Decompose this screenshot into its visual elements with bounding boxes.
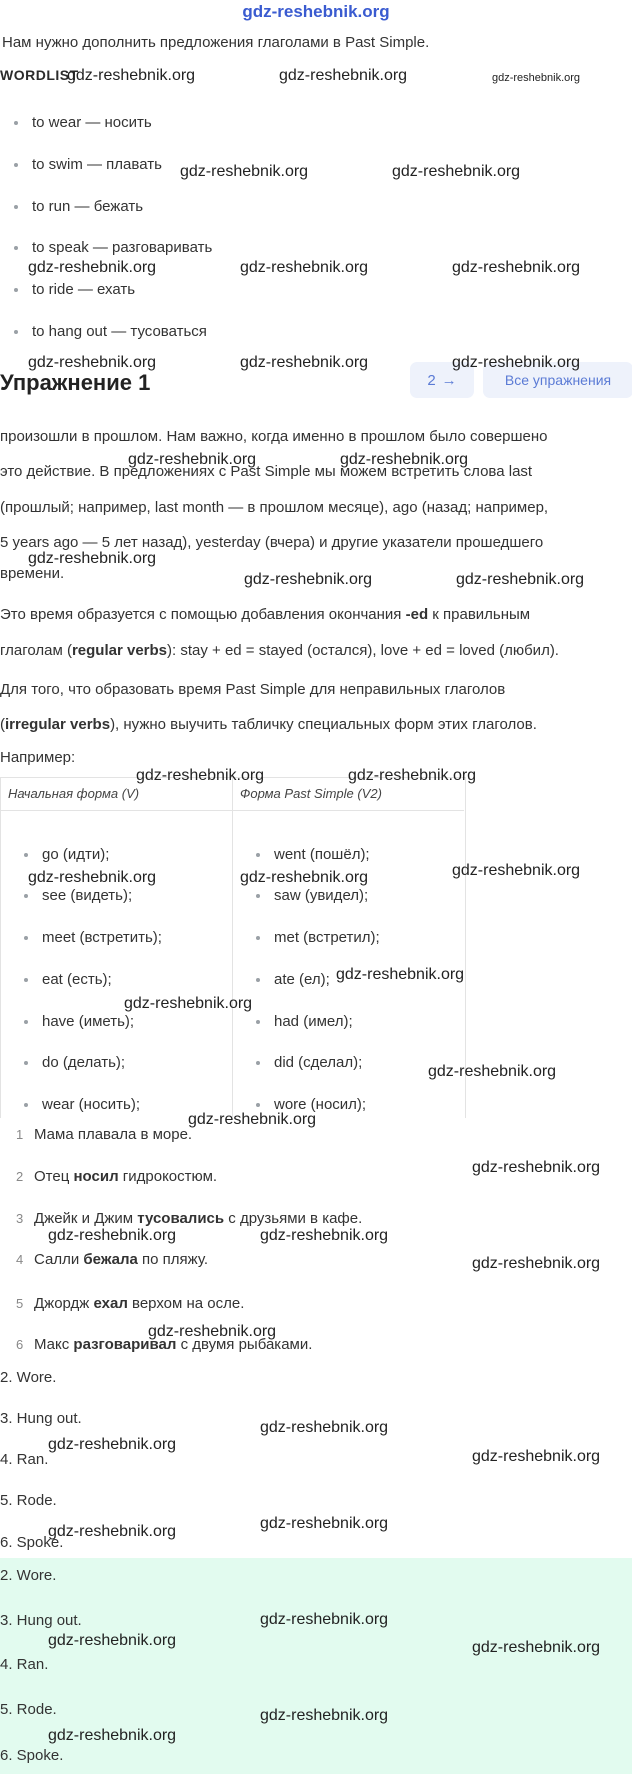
task-item: 1 Мама плавала в море. bbox=[16, 1126, 193, 1143]
table-cell: met (встретил); bbox=[256, 929, 380, 946]
task-item: 4 Салли бежала по пляжу. bbox=[16, 1251, 209, 1268]
watermark: gdz-reshebnik.org bbox=[240, 354, 369, 371]
theory-line: Для того, что образовать время Past Simple для неправильных глаголов bbox=[0, 681, 506, 698]
bullet-icon bbox=[24, 978, 28, 982]
bullet-icon bbox=[14, 246, 18, 250]
bullet-icon bbox=[24, 853, 28, 857]
bullet-icon bbox=[256, 894, 260, 898]
watermark: gdz-reshebnik.org bbox=[240, 259, 369, 276]
watermark: gdz-reshebnik.org bbox=[136, 767, 265, 784]
bullet-icon bbox=[24, 1061, 28, 1065]
watermark: gdz-reshebnik.org bbox=[188, 1111, 317, 1128]
watermark: gdz-reshebnik.org bbox=[128, 451, 257, 468]
bullet-icon bbox=[256, 1061, 260, 1065]
bullet-icon bbox=[14, 288, 18, 292]
theory-line: (irregular verbs), нужно выучить табличку специальных форм этих глаголов. bbox=[0, 716, 537, 733]
watermark: gdz-reshebnik.org bbox=[48, 1523, 177, 1540]
table-divider bbox=[232, 777, 233, 1117]
bullet-icon bbox=[14, 205, 18, 209]
theory-line: глаголам (regular verbs): stay + ed = stayed (остался), love + ed = loved (любил). bbox=[0, 642, 559, 659]
table-cell: had (имел); bbox=[256, 1013, 353, 1030]
watermark: gdz-reshebnik.org bbox=[180, 163, 309, 180]
watermark: gdz-reshebnik.org bbox=[492, 72, 581, 84]
watermark: gdz-reshebnik.org bbox=[48, 1227, 177, 1244]
answer-line: 4. Ran. bbox=[0, 1656, 49, 1673]
task-item: 2 Отец носил гидрокостюм. bbox=[16, 1168, 218, 1185]
wordlist-item: to ride — ехать bbox=[14, 281, 135, 298]
table-cell: see (видеть); bbox=[24, 887, 132, 904]
table-cell: eat (есть); bbox=[24, 971, 112, 988]
intro-text: Нам нужно дополнить предложения глаголами в Past Simple. bbox=[2, 34, 430, 51]
table-divider bbox=[0, 810, 464, 811]
table-cell: wear (носить); bbox=[24, 1096, 140, 1113]
bullet-icon bbox=[256, 853, 260, 857]
answer-line: 3. Hung out. bbox=[0, 1612, 82, 1629]
watermark: gdz-reshebnik.org bbox=[48, 1632, 177, 1649]
next-exercise-button[interactable]: 2 → bbox=[410, 362, 474, 398]
answer-line: 2. Wore. bbox=[0, 1567, 57, 1584]
table-cell: go (идти); bbox=[24, 846, 109, 863]
watermark: gdz-reshebnik.org bbox=[452, 259, 581, 276]
wordlist-item: to speak — разговаривать bbox=[14, 239, 212, 256]
table-cell: wore (носил); bbox=[256, 1096, 366, 1113]
theory-line: это действие. В предложениях с Past Simple мы можем встретить слова last bbox=[0, 463, 533, 480]
watermark: gdz-reshebnik.org bbox=[28, 550, 157, 567]
watermark: gdz-reshebnik.org bbox=[244, 571, 373, 588]
watermark: gdz-reshebnik.org bbox=[428, 1063, 557, 1080]
watermark: gdz-reshebnik.org bbox=[456, 571, 585, 588]
watermark: gdz-reshebnik.org bbox=[28, 354, 157, 371]
table-cell: meet (встретить); bbox=[24, 929, 162, 946]
theory-line: Например: bbox=[0, 749, 76, 766]
answer-line: 6. Spoke. bbox=[0, 1747, 64, 1764]
table-cell: ate (ел); bbox=[256, 971, 330, 988]
site-title[interactable]: gdz-reshebnik.org bbox=[242, 2, 390, 21]
watermark: gdz-reshebnik.org bbox=[260, 1707, 389, 1724]
bullet-icon bbox=[256, 1103, 260, 1107]
watermark: gdz-reshebnik.org bbox=[472, 1448, 601, 1465]
task-item: 5 Джордж ехал верхом на осле. bbox=[16, 1295, 245, 1312]
bullet-icon bbox=[24, 894, 28, 898]
wordlist-item: to run — бежать bbox=[14, 198, 143, 215]
answer-line: 3. Hung out. bbox=[0, 1410, 82, 1427]
bullet-icon bbox=[24, 1020, 28, 1024]
arrow-right-icon: → bbox=[441, 371, 457, 389]
bullet-icon bbox=[14, 330, 18, 334]
theory-line: Это время образуется с помощью добавления окончания -ed к правильным bbox=[0, 606, 531, 623]
answer-line: 5. Rode. bbox=[0, 1492, 57, 1509]
watermark: gdz-reshebnik.org bbox=[336, 966, 465, 983]
table-header: Начальная форма (V) bbox=[8, 786, 140, 801]
watermark: gdz-reshebnik.org bbox=[28, 259, 157, 276]
task-item: 6 Макс разговаривал с двумя рыбаками. bbox=[16, 1336, 313, 1353]
watermark: gdz-reshebnik.org bbox=[452, 862, 581, 879]
watermark: gdz-reshebnik.org bbox=[472, 1639, 601, 1656]
watermark: gdz-reshebnik.org bbox=[124, 995, 253, 1012]
exercise-title: Упражнение 1 bbox=[0, 370, 151, 395]
watermark: gdz-reshebnik.org bbox=[260, 1227, 389, 1244]
answer-line: 2. Wore. bbox=[0, 1369, 57, 1386]
bullet-icon bbox=[24, 936, 28, 940]
theory-line: 5 years ago — 5 лет назад), yesterday (вчера) и другие указатели прошедшего bbox=[0, 534, 544, 551]
watermark: gdz-reshebnik.org bbox=[348, 767, 477, 784]
wordlist-item: to swim — плавать bbox=[14, 156, 162, 173]
watermark: gdz-reshebnik.org bbox=[48, 1727, 177, 1744]
watermark: gdz-reshebnik.org bbox=[260, 1419, 389, 1436]
answer-line: 5. Rode. bbox=[0, 1701, 57, 1718]
bullet-icon bbox=[256, 1020, 260, 1024]
watermark: gdz-reshebnik.org bbox=[240, 869, 369, 886]
wordlist-item: to wear — носить bbox=[14, 114, 152, 131]
wordlist-title: WORDLIST bbox=[0, 67, 79, 83]
table-header: Форма Past Simple (V2) bbox=[240, 786, 382, 801]
table-cell: have (иметь); bbox=[24, 1013, 134, 1030]
theory-line: произошли в прошлом. Нам важно, когда именно в прошлом было совершено bbox=[0, 428, 548, 445]
bullet-icon bbox=[256, 936, 260, 940]
watermark: gdz-reshebnik.org bbox=[148, 1323, 277, 1340]
bullet-icon bbox=[256, 978, 260, 982]
bullet-icon bbox=[14, 163, 18, 167]
theory-line: времени. bbox=[0, 565, 65, 582]
watermark: gdz-reshebnik.org bbox=[28, 869, 157, 886]
wordlist-item: to hang out — тусоваться bbox=[14, 323, 207, 340]
watermark: gdz-reshebnik.org bbox=[340, 451, 469, 468]
theory-line: (прошлый; например, last month — в прошлом месяце), ago (назад; например, bbox=[0, 499, 549, 516]
watermark: gdz-reshebnik.org bbox=[452, 354, 581, 371]
table-cell: did (сделал); bbox=[256, 1054, 362, 1071]
watermark: gdz-reshebnik.org bbox=[279, 67, 408, 84]
watermark: gdz-reshebnik.org bbox=[260, 1515, 389, 1532]
watermark: gdz-reshebnik.org bbox=[260, 1611, 389, 1628]
watermark: gdz-reshebnik.org bbox=[392, 163, 521, 180]
table-cell: saw (увидел); bbox=[256, 887, 368, 904]
watermark: gdz-reshebnik.org bbox=[472, 1159, 601, 1176]
watermark: gdz-reshebnik.org bbox=[67, 67, 196, 84]
bullet-icon bbox=[24, 1103, 28, 1107]
bullet-icon bbox=[14, 121, 18, 125]
task-item: 3 Джейк и Джим тусовались с друзьями в кафе. bbox=[16, 1210, 363, 1227]
answer-line: 6. Spoke. bbox=[0, 1534, 64, 1551]
watermark: gdz-reshebnik.org bbox=[472, 1255, 601, 1272]
table-cell: went (пошёл); bbox=[256, 846, 370, 863]
table-cell: do (делать); bbox=[24, 1054, 125, 1071]
answer-line: 4. Ran. bbox=[0, 1451, 49, 1468]
all-exercises-button[interactable]: Все упражнения bbox=[483, 362, 632, 398]
watermark: gdz-reshebnik.org bbox=[48, 1436, 177, 1453]
